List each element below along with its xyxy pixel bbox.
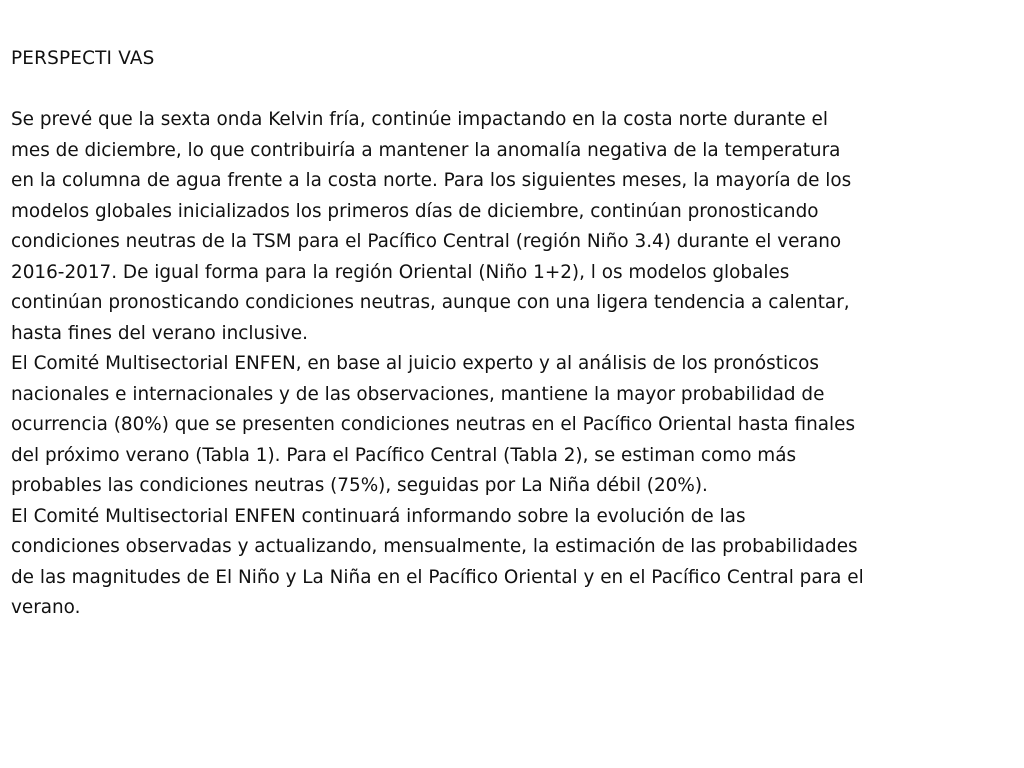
slide-title: PERSPECTI VAS: [11, 48, 155, 69]
paragraph-enfen-updates: El Comité Multisectorial ENFEN continuará informando sobre la evolución de las condiciones observadas y actualizando, mensualmente, la estimación de las probabilidades de las magnitudes de El Niño y La Niña en el Pacífico Oriental y en el Pacífico Central para el verano.: [11, 505, 864, 618]
paragraph-outlook: Se prevé que la sexta onda Kelvin fría, continúe impactando en la costa norte durante el mes de diciembre, lo que contribuiría a mantener la anomalía negativa de la temperatura en la columna de agua frente a la costa norte. Para los siguientes meses, la mayoría de los modelos globales inicializados los primeros días de diciembre, continúan pronosticando condiciones neutras de la TSM para el Pacífico Central (región Niño 3.4) durante el verano 2016-2017. De igual forma para la región Oriental (Niño 1+2), l os modelos globales continúan pronosticando condiciones neutras, aunque con una ligera tendencia a calentar, hasta fines del verano inclusive.: [11, 109, 852, 344]
paragraph-enfen-probabilities: El Comité Multisectorial ENFEN, en base al juicio experto y al análisis de los pronósticos nacionales e internacionales y de las observaciones, mantiene la mayor probabilidad de ocurrencia (80%) que se presenten condiciones neutras en el Pacífico Oriental hasta finales del próximo verano (Tabla 1). Para el Pacífico Central (Tabla 2), se estiman como más probables las condiciones neutras (75%), seguidas por La Niña débil (20%).: [11, 353, 856, 496]
text-frame: [11, 44, 1011, 624]
